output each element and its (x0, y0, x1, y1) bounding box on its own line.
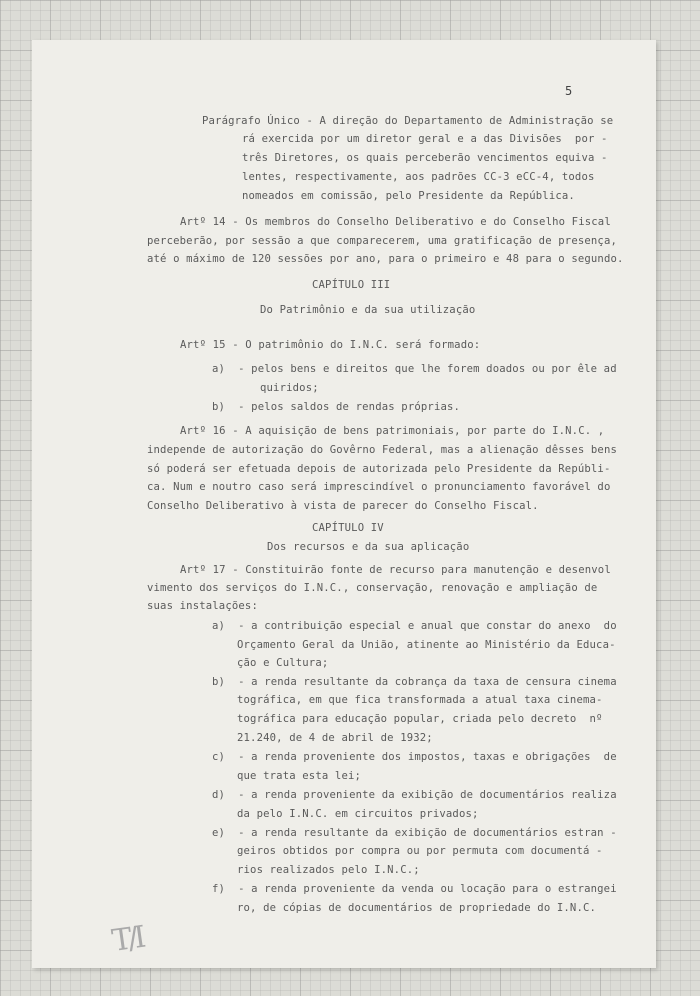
text-line: Artº 14 - Os membros do Conselho Deliberativo e do Conselho Fiscal (180, 216, 611, 228)
text-line: d) - a renda proveniente da exibição de documentários realiza (212, 789, 617, 801)
text-line: e) - a renda resultante da exibição de documentários estran - (212, 827, 617, 839)
text-line: tográfica para educação popular, criada pelo decreto nº (237, 713, 603, 725)
text-line: até o máximo de 120 sessões por ano, para o primeiro e 48 para o segundo. (147, 253, 624, 265)
text-line: a) - pelos bens e direitos que lhe forem doados ou por êle ad (212, 363, 617, 375)
text-line: Artº 17 - Constituirão fonte de recurso para manutenção e desenvol (180, 564, 611, 576)
text-line: suas instalações: (147, 600, 258, 612)
text-line: Artº 15 - O patrimônio do I.N.C. será formado: (180, 339, 481, 351)
text-line: Orçamento Geral da União, atinente ao Ministério da Educa- (237, 639, 616, 651)
text-line: nomeados em comissão, pelo Presidente da República. (242, 190, 575, 202)
text-line: b) - pelos saldos de rendas próprias. (212, 401, 461, 413)
text-line: independe de autorização do Govêrno Federal, mas a alienação dêsses bens (147, 444, 618, 456)
text-line: lentes, respectivamente, aos padrões CC-3 eCC-4, todos (242, 171, 595, 183)
text-line: ro, de cópias de documentários de propriedade do I.N.C. (237, 902, 597, 914)
text-line: ção e Cultura; (237, 657, 329, 669)
text-line: tográfica, em que fica transformada a atual taxa cinema- (237, 694, 603, 706)
chapter-subtitle: Do Patrimônio e da sua utilização (260, 304, 476, 316)
text-line: 21.240, de 4 de abril de 1932; (237, 732, 433, 744)
text-line: rios realizados pelo I.N.C.; (237, 864, 420, 876)
text-line: b) - a renda resultante da cobrança da taxa de censura cinema (212, 676, 617, 688)
text-line: geiros obtidos por compra ou por permuta com documentá - (237, 845, 603, 857)
text-line: quiridos; (260, 382, 319, 394)
text-line: só poderá ser efetuada depois de autorizada pelo Presidente da Repúbli- (147, 463, 611, 475)
text-line: Parágrafo Único - A direção do Departamento de Administração se (202, 115, 614, 127)
text-line: f) - a renda proveniente da venda ou locação para o estrangei (212, 883, 617, 895)
page-number: 5 (565, 84, 573, 98)
text-line: Conselho Deliberativo à vista de parecer do Conselho Fiscal. (147, 500, 539, 512)
text-line: da pelo I.N.C. em circuitos privados; (237, 808, 479, 820)
chapter-subtitle: Dos recursos e da sua aplicação (267, 541, 470, 553)
text-line: perceberão, por sessão a que comparecerem, uma gratificação de presença, (147, 235, 618, 247)
text-line: a) - a contribuição especial e anual que constar do anexo do (212, 620, 617, 632)
text-line: ca. Num e noutro caso será imprescindível o pronunciamento favorável do (147, 481, 611, 493)
text-line: Artº 16 - A aquisição de bens patrimoniais, por parte do I.N.C. , (180, 425, 605, 437)
text-line: vimento dos serviços do I.N.C., conservação, renovação e ampliação de (147, 582, 598, 594)
chapter-heading: CAPÍTULO III (312, 279, 391, 291)
text-line: c) - a renda proveniente dos impostos, taxas e obrigações de (212, 751, 617, 763)
chapter-heading: CAPÍTULO IV (312, 522, 384, 534)
text-line: três Diretores, os quais perceberão vencimentos equiva - (242, 152, 608, 164)
text-line: que trata esta lei; (237, 770, 362, 782)
text-line: rá exercida por um diretor geral e a das Divisões por - (242, 133, 608, 145)
handwritten-mark: T/I (109, 920, 145, 959)
document-page (32, 40, 656, 968)
